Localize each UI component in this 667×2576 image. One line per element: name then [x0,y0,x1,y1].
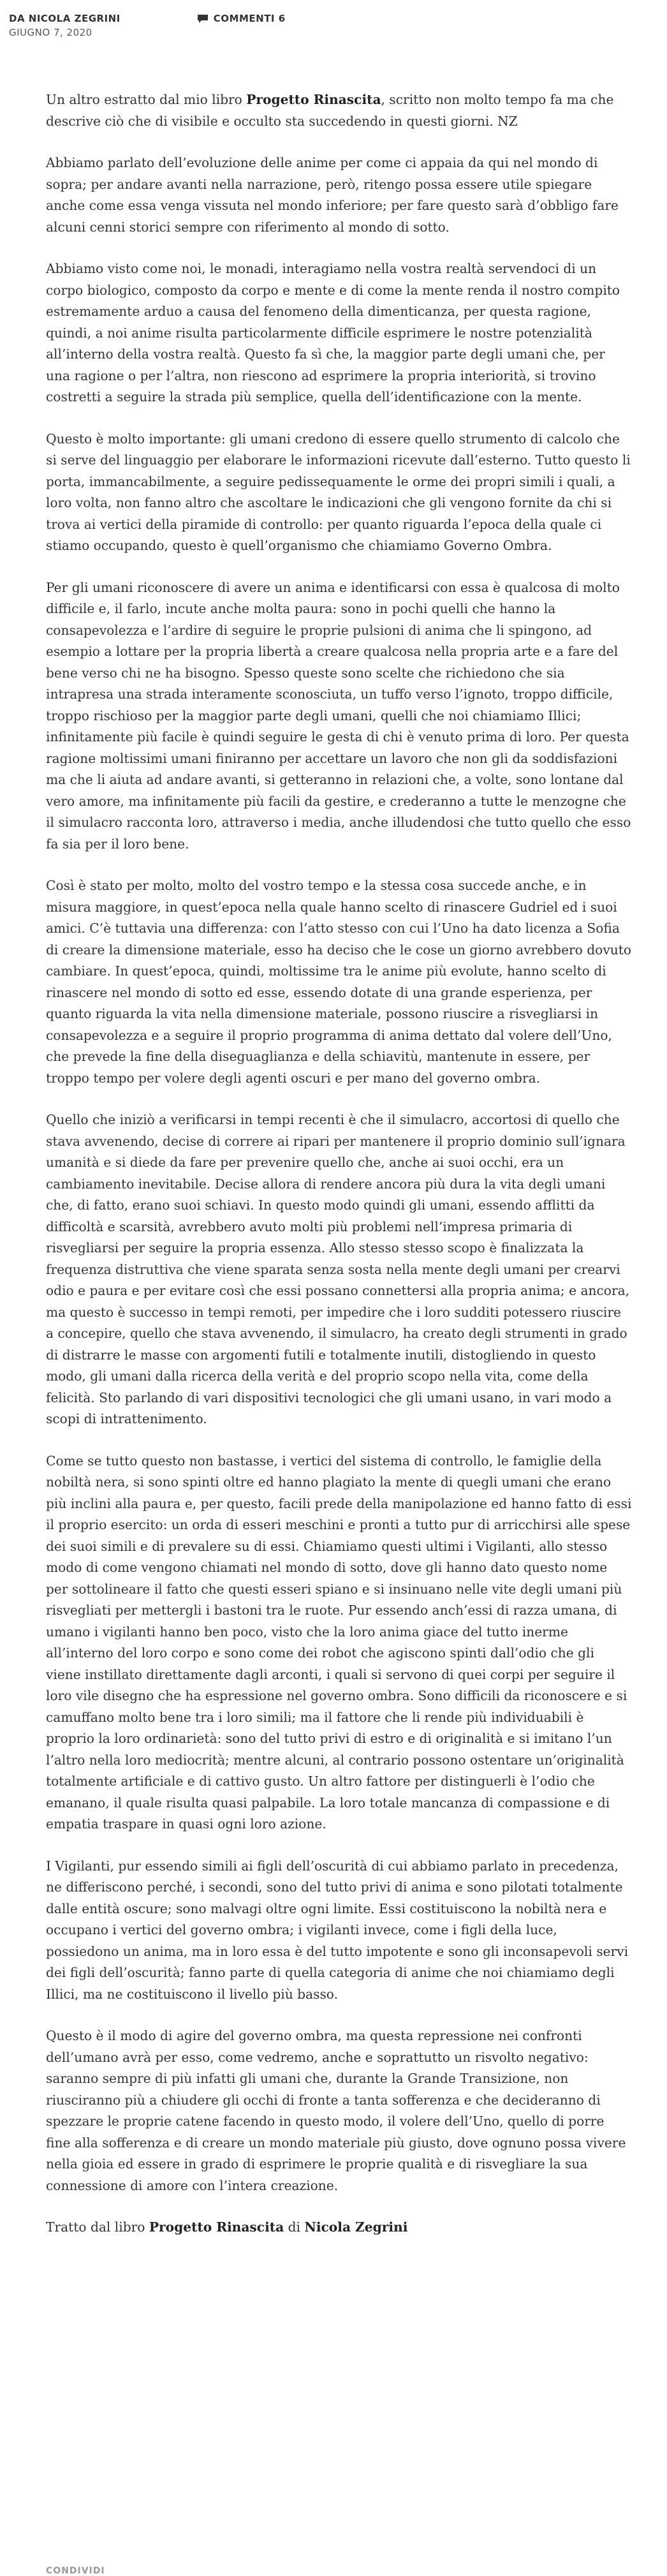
attribution-book-title: Progetto Rinascita [149,2219,284,2235]
body-paragraph: Così è stato per molto, molto del vostro tempo e la stessa cosa succede anche, e in misura maggiore, in quest’epoca nella quale hanno scelto di rinascere Gudriel ed i suoi amici. C’è tuttavia una differenza: con l’atto stesso con cui l’Uno ha dato licenza a Sofia di creare la dimensione materiale, esso ha deciso che le cose un giorno avrebbero dovuto cambiare. In quest’epoca, quindi, moltissime tra le anime più evolute, hanno scelto di rinascere nel mondo di sotto ed esse, essendo dotate di una grande esperienza, per quanto riguarda la vita nella dimensione materiale, possono riuscire a risvegliarsi in consapevolezza e a seguire il proprio programma di anima dettato dal volere dell’Uno, che prevede la fine della diseguaglianza e della schiavitù, mantenute in essere, per troppo tempo per volere degli agenti oscuri e per mano del governo ombra. [46,878,631,1086]
source-attribution [46,2217,633,2239]
body-paragraph: Quello che iniziò a verificarsi in tempi recenti è che il simulacro, accortosi di quello che stava avvenendo, decise di correre ai ripari per mantenere il proprio dominio sull’ignara umanità e si diede da fare per prevenire quello che, anche ai suoi occhi, era un cambiamento inevitabile. Decise allora di rendere ancora più dura la vita degli umani che, di fatto, erano suoi schiavi. In questo modo quindi gli umani, essendo afflitti da difficoltà e scarsità, avrebbero avuto molti più problemi nell’impresa primaria di risvegliarsi per seguire la propria essenza. Allo stesso stesso scopo è finalizzata la frequenza distruttiva che viene sparata senza sosta nella mente degli umani per crearvi odio e paura e per evitare così che essi possano connettersi alla propria anima; e ancora, ma questo è successo in tempi remoti, per impedire che i loro sudditi potessero riuscire a concepire, quello che stava avvenendo, il simulacro, ha creato degli strumenti in grado di distrarre le masse con argomenti futili e totalmente inutili, distogliendo in questo modo, gli umani dalla ricerca della verità e del proprio scopo nella vita, come della felicità. Sto parlando di vari dispositivi tecnologici che gli umani usano, in vari modo a scopi di intrattenimento. [46,1112,630,1426]
post-date: GIUGNO 7, 2020 [9,27,92,38]
body-paragraph: Come se tutto questo non bastasse, i vertici del sistema di controllo, le famiglie della nobiltà nera, si sono spinti oltre ed hanno plagiato la mente di quegli umani che erano più inclini alla paura e, per questo, facili prede della manipolazione ed hanno fatto di essi il proprio esercito: un orda di esseri meschini e pronti a tutto pur di arricchirsi alle spese dei suoi simili e di prevalere su di essi. Chiamiamo questi ultimi i Vigilanti, allo stesso modo di come vengono chiamati nel mondo di sotto, dove gli hanno dato questo nome per sottolineare il fatto che questi esseri spiano e si insinuano nelle vite degli umani più risvegliati per mettergli i bastoni tra le ruote. Pur essendo anch’essi di razza umana, di umano i vigilanti hanno ben poco, visto che la loro anima giace del tutto inerme all’interno del loro corpo e sono come dei robot che agiscono spinti dall’odio che gli viene instillato direttamente dagli arconti, i quali si servono di quei corpi per seguire il loro vile disegno che ha espressione nel governo ombra. Sono difficili da riconoscere e si camuffano molto bene tra i loro simili; ma il fattore che li rende più individuabili è proprio la loro ordinarietà: sono del tutto privi di estro e di originalità e si imitano l’un l’altro nella loro mediocrità; mentre alcuni, al contrario possono ostentare un’originalità totalmente artificiale e di cattivo gusto. Un altro fattore per distinguerli è l’odio che emanano, il quale risulta quasi palpabile. La loro totale mancanza di compassione e di empatia traspare in quasi ogni loro azione. [46,1453,632,1832]
attribution-author: Nicola Zegrini [304,2219,408,2235]
intro-book-title: Progetto Rinascita [246,92,381,107]
body-paragraph: I Vigilanti, pur essendo simili ai figli dell’oscurità di cui abbiamo parlato in precedenza, ne differiscono perché, i secondi, sono del tutto privi di anima e sono pilotati totalmente dalle entità oscure; sono malvagi oltre ogni limite. Essi costituiscono la nobiltà nera e occupano i vertici del governo ombra; i vigilanti invece, come i figli della luce, possiedono un anima, ma in loro essa è del tutto impotente e sono gli inconsapevoli servi dei figli dell’oscurità; fanno parte di quella categoria di anime che noi chiamiamo degli Illici, ma ne costituiscono il livello più basso. [46,1858,629,2002]
post-author-link[interactable]: DA NICOLA ZEGRINI [9,13,121,24]
intro-text-end: , scritto non molto tempo fa ma che descrive ciò che di visibile e occulto sta succedendo in questi giorni. NZ [46,92,614,129]
intro-text: Un altro estratto dal mio libro [46,92,247,107]
attribution-middle: di [284,2219,305,2235]
post-meta [9,11,647,38]
speech-bubble-icon [197,14,209,24]
attribution-prefix: Tratto dal libro [46,2219,149,2235]
post-comments-link[interactable] [197,13,286,24]
body-paragraph: Questo è molto importante: gli umani credono di essere quello strumento di calcolo che si serve del linguaggio per elaborare le informazioni ricevute dall’esterno. Tutto questo li porta, immancabilmente, a seguire pedissequamente le orme dei propri simili i quali, a loro volta, non fanno altro che ascoltare le indicazioni che gli vengono fornite da chi si trova ai vertici della piramide di controllo: per quanto riguarda l’epoca della quale ci stiamo occupando, questo è quell’organismo che chiamiamo Governo Ombra. [46,431,631,553]
share-label-cutoff: CONDIVIDI [46,2566,105,2576]
body-paragraph: Questo è il modo di agire del governo ombra, ma questa repressione nei confronti dell’umano avrà per esso, come vedremo, anche e soprattutto un risvolto negativo: saranno sempre di più infatti gli umani che, durante la Grande Transizione, non riusciranno più a chiudere gli occhi di fronte a tanta sofferenza e che decideranno di spezzare le proprie catene facendo in questo modo, il volere dell’Uno, quello di porre fine alla sofferenza e di creare un mondo materiale più giusto, dove ognuno possa vivere nella gioia ed essere in grado di esprimere le proprie qualità e di risvegliare la sua connessione di amore con l’intera creazione. [46,2028,626,2193]
article-body [46,89,633,2259]
body-paragraph: Abbiamo parlato dell’evoluzione delle anime per come ci appaia da qui nel mondo di sopra; per andare avanti nella narrazione, però, ritengo possa essere utile spiegare anche come essa venga vissuta nel mondo inferiore; per fare questo sarà d’obbligo fare alcuni cenni storici sempre con riferimento al mondo di sotto. [46,155,619,235]
post-meta-row [9,11,647,26]
comments-count: COMMENTI 6 [213,13,286,24]
intro-paragraph [46,89,633,132]
body-paragraph: Abbiamo visto come noi, le monadi, interagiamo nella vostra realtà servendoci di un corpo biologico, composto da corpo e mente e di come la mente renda il nostro compito estremamente arduo a causa del fenomeno della dimenticanza, per questa ragione, quindi, a noi anime risulta particolarmente difficile esprimere le nostre potenzialità all’interno della vostra realtà. Questo fa sì che, la maggior parte degli umani che, per una ragione o per l’altra, non riescono ad esprimere la propria interiorità, si trovino costretti a seguire la strada più semplice, quella dell’identificazione con la mente. [46,261,620,404]
body-paragraph: Per gli umani riconoscere di avere un anima e identificarsi con essa è qualcosa di molto difficile e, il farlo, incute anche molta paura: sono in pochi quelli che hanno la consapevolezza e l’ardire di seguire le proprie pulsioni di anima che li spingono, ad esempio a lottare per la propria libertà a creare qualcosa nella propria arte e a fare del bene verso chi ne ha bisogno. Spesso queste sono scelte che richiedono che sia intrapresa una strada interamente sconosciuta, un tuffo verso l’ignoto, troppo difficile, troppo rischioso per la maggior parte degli umani, quelli che noi chiamiamo Illici; infinitamente più facile è quindi seguire le gesta di chi è venuto prima di loro. Per questa ragione moltissimi umani finiranno per accettare un lavoro che non gli da soddisfazioni ma che li aiuta ad andare avanti, si getteranno in relazioni che, a volte, sono lontane dal vero amore, ma infinitamente più facili da gestire, e crederanno a tutte le menzogne che il simulacro racconta loro, attraverso i media, anche illudendosi che tutto quello che esso fa sia per il loro bene. [46,579,631,852]
